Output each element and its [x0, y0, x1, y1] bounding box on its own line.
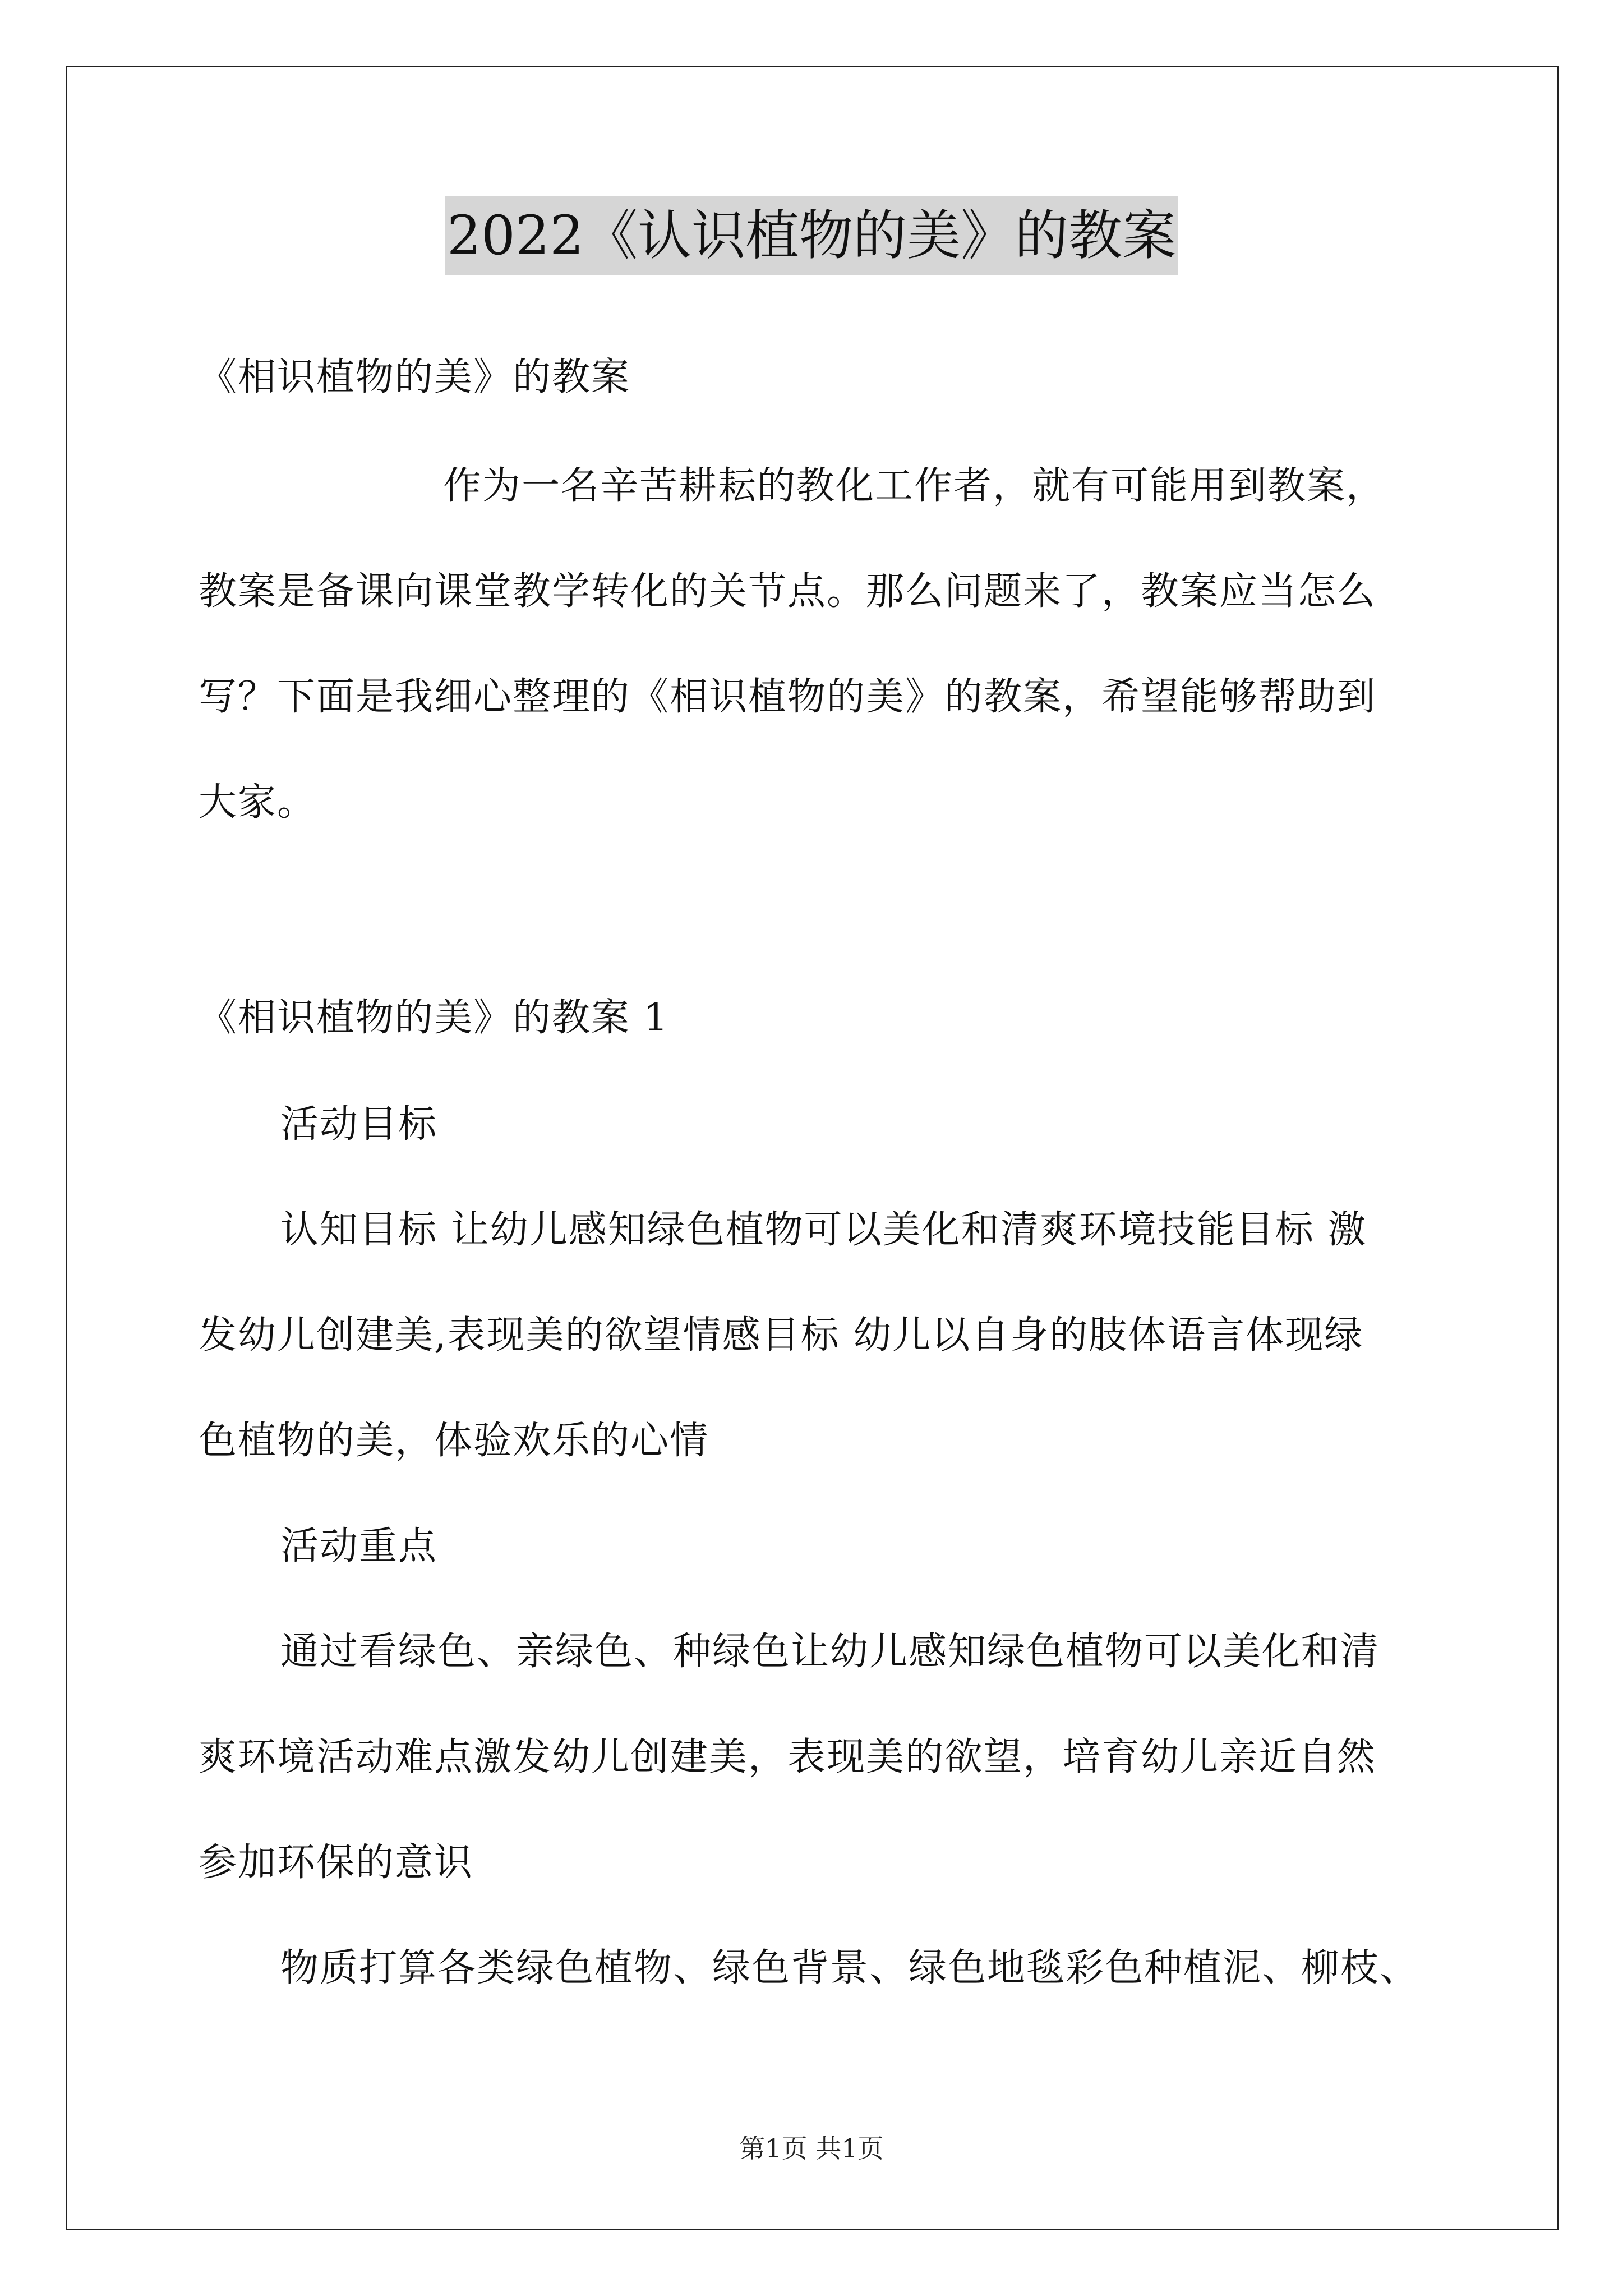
paragraph-line: 参加环保的意识 — [199, 1841, 474, 1885]
paragraph-line: 物质打算各类绿色植物、绿色背景、绿色地毯彩色种植泥、柳枝、 — [280, 1946, 1419, 1990]
page-footer: 第1页 共1页 — [739, 2133, 884, 2164]
paragraph-line: 发幼儿创建美,表现美的欲望情感目标 幼儿以自身的肢体语言体现绿 — [199, 1313, 1364, 1358]
subsection-heading: 活动目标 — [280, 1102, 438, 1147]
paragraph-line: 色植物的美，体验欢乐的心情 — [199, 1419, 709, 1463]
paragraph-line: 认知目标 让幼儿感知绿色植物可以美化和清爽环境技能目标 激 — [280, 1208, 1367, 1252]
paragraph-line: 爽环境活动难点激发幼儿创建美，表现美的欲望，培育幼儿亲近自然 — [199, 1735, 1377, 1779]
paragraph-line: 通过看绿色、亲绿色、种绿色让幼儿感知绿色植物可以美化和清 — [280, 1630, 1380, 1674]
subsection-heading: 活动重点 — [280, 1524, 438, 1568]
section-heading: 《相识植物的美》的教案 1 — [199, 996, 669, 1040]
document-title: 2022《认识植物的美》的教案 — [445, 196, 1178, 275]
subtitle-line: 《相识植物的美》的教案 — [199, 355, 631, 399]
paragraph-line: 教案是备课向课堂教学转化的关节点。那么问题来了，教案应当怎么 — [199, 569, 1377, 614]
paragraph-line: 作为一名辛苦耕耘的教化工作者，就有可能用到教案， — [443, 464, 1386, 508]
title-container — [0, 196, 1623, 275]
paragraph-line: 写？下面是我细心整理的《相识植物的美》的教案，希望能够帮助到 — [199, 675, 1377, 719]
paragraph-line: 大家。 — [199, 780, 317, 825]
